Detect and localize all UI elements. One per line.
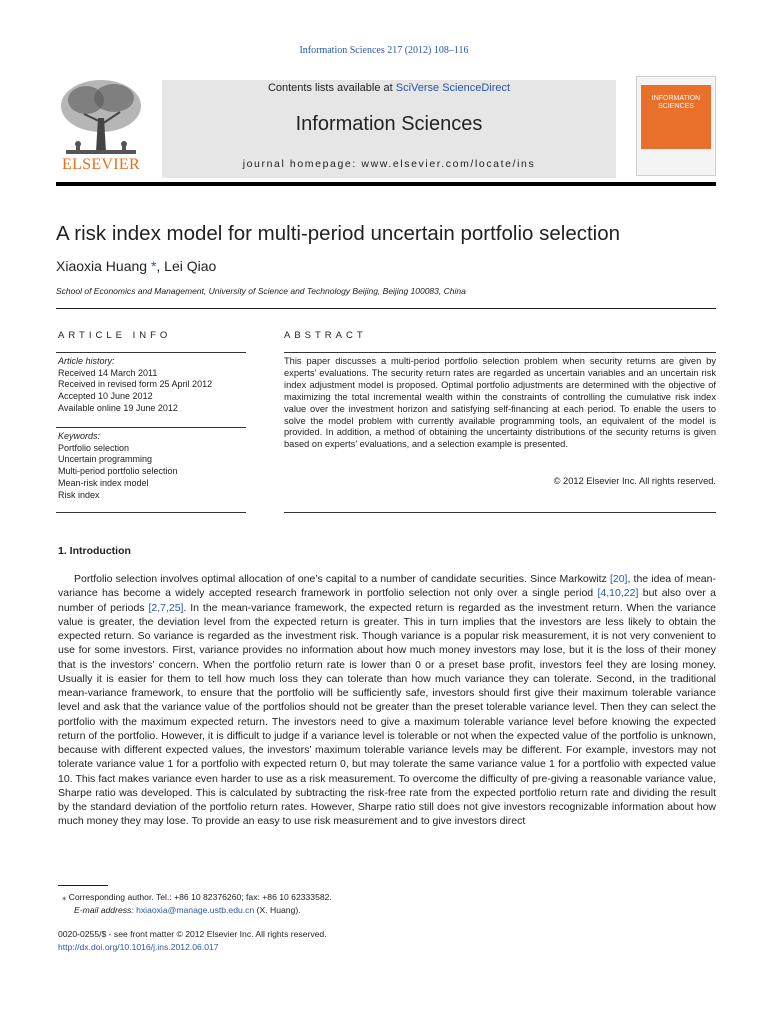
- history-revised: Received in revised form 25 April 2012: [58, 379, 213, 390]
- cover-title: INFORMATION SCIENCES: [651, 95, 701, 110]
- article-info-rule-top: [56, 352, 246, 353]
- article-info-heading: ARTICLE INFO: [58, 330, 172, 341]
- footnote-rule: [58, 885, 108, 886]
- abstract-heading: ABSTRACT: [284, 330, 367, 341]
- article-history: [58, 356, 244, 415]
- tree-icon: [56, 78, 146, 158]
- doi-link[interactable]: http://dx.doi.org/10.1016/j.ins.2012.06.017: [58, 941, 219, 952]
- journal-cover-image: [636, 76, 716, 176]
- contents-line: [162, 82, 616, 94]
- article-info-rule-bottom: [56, 512, 246, 513]
- abstract-copyright: © 2012 Elsevier Inc. All rights reserved.: [553, 476, 716, 486]
- keywords-label: Keywords:: [58, 431, 101, 441]
- footnote: [62, 891, 332, 916]
- footnote-contact: Corresponding author. Tel.: +86 10 82376260; fax: +86 10 62333582.: [66, 892, 332, 902]
- history-received: Received 14 March 2011: [58, 367, 158, 378]
- keyword-item: Portfolio selection: [58, 442, 130, 453]
- journal-title: Information Sciences: [295, 113, 483, 135]
- abstract-rule-top: [284, 352, 716, 353]
- section-heading-introduction: 1. Introduction: [58, 545, 131, 557]
- keyword-item: Uncertain programming: [58, 454, 153, 465]
- author-list: [56, 258, 216, 274]
- sciencedirect-link[interactable]: SciVerse ScienceDirect: [395, 82, 511, 94]
- contents-prefix: Contents lists available at: [267, 82, 396, 94]
- citation-link[interactable]: [20]: [609, 573, 628, 585]
- elsevier-wordmark: ELSEVIER: [62, 156, 140, 173]
- keywords: [58, 431, 244, 501]
- keyword-item: Multi-period portfolio selection: [58, 466, 178, 477]
- history-label: Article history:: [58, 356, 115, 366]
- citation-link[interactable]: [2,7,25]: [148, 601, 184, 614]
- author-qiao[interactable]: , Lei Qiao: [156, 258, 217, 274]
- article-info-rule-mid: [56, 427, 246, 428]
- intro-text: , the idea of mean-variance has become a widely accepted research framework in portfolio selection not only over a single period: [58, 573, 716, 600]
- intro-text: Portfolio selection involves optimal allocation of one’s capital to a number of candidate securities. Since Markowitz: [74, 573, 610, 585]
- citation-link[interactable]: [4,10,22]: [597, 587, 639, 600]
- keyword-item: Risk index: [58, 489, 100, 500]
- title-divider: [56, 308, 716, 309]
- author-huang[interactable]: Xiaoxia Huang: [56, 258, 148, 274]
- email-suffix: (X. Huang).: [254, 904, 301, 915]
- keyword-item: Mean-risk index model: [58, 477, 149, 488]
- front-matter: [58, 928, 327, 953]
- introduction-body: [58, 572, 716, 829]
- affiliation: School of Economics and Management, University of Science and Technology Beijing, Beijing 100083, China: [56, 286, 466, 296]
- history-accepted: Accepted 10 June 2012: [58, 391, 153, 402]
- intro-paragraph: [58, 572, 716, 829]
- history-online: Available online 19 June 2012: [58, 402, 178, 413]
- corresponding-author-marker[interactable]: *: [147, 258, 157, 274]
- footnote-star: ⁎: [62, 892, 67, 902]
- journal-reference[interactable]: Information Sciences 217 (2012) 108–116: [299, 45, 469, 56]
- paper-title: A risk index model for multi-period uncertain portfolio selection: [56, 222, 621, 245]
- intro-text: but also over a number of periods: [58, 587, 716, 614]
- email-link[interactable]: hxiaoxia@manage.ustb.edu.cn: [136, 904, 255, 915]
- issn-line: 0020-0255/$ - see front matter © 2012 Elsevier Inc. All rights reserved.: [58, 929, 327, 939]
- abstract-rule-bottom: [284, 512, 716, 513]
- footnote-email: [62, 904, 332, 917]
- intro-text: . In the mean-variance framework, the expected return is regarded as the investment return. When the variance value is greater, the deviation level from the expected return is greater. This in turn implies that the investors are less likely to obtain the expected return. So variance is regarded as the investment risk. Though variance is a popular risk measurement, it is not very convenient to use for some investors. First, variance provides no information about how much money investors may lose, but it is the loss of their money that is the investors’ concern. When the portfolio return rate is lower than 0 or a preset base profit, investors feel they are losing money. Usually it is easier for them to tell how much loss they can tolerate than how much variance they can tolerate. Second, in the traditional mean-variance framework, to ensure that the portfolio will be sufficiently safe, investors should first give their maximum tolerable variance level and ask that the variance value of the portfolios should not be greater than the preset tolerable variance level. Then they can select the portfolio with the maximum expected return. The investors need to give a maximum tolerable variance level before knowing the expected return of the portfolio. However, it is difficult to judge if a variance level is tolerable or not when the expected value of the portfolio is unknown, because with different expected values, the investors’ maximum tolerable variance levels may be different. For example, investors may not tolerate variance value 1 for a portfolio with expected return 0, but may tolerate the same variance value 1 for a portfolio with expected value 10. This fact makes variance even harder to use as a risk measurement. To overcome the difficulty of pre-giving a reasonable variance value, Sharpe ratio was developed. This is calculated by subtracting the risk-free rate from the expected portfolio return rate and dividing the result by the standard deviation of the portfolio return rates. However, Sharpe ratio still does not give investors recognizable information about how much money they may lose. To provide an easy to use risk measurement and to give investors direct: [58, 601, 716, 828]
- email-label: E-mail address:: [74, 904, 137, 915]
- header-divider: [56, 182, 716, 186]
- journal-homepage[interactable]: journal homepage: www.elsevier.com/locate/ins: [242, 158, 536, 170]
- footnote-corresponding: [62, 891, 332, 904]
- abstract-text: This paper discusses a multi-period portfolio selection problem when security returns are given by experts’ evaluations. The security return rates are regarded as uncertain variables and an uncertain risk index adjustment model is proposed. Optimal portfolio adjustments are determined with the objective of maximizing the total incremental wealth within the constraints of controlling the cumulative risk index value over the investment horizon and satisfying self-financing at each period. To enable the users to solve the model problem with currently available programming tools, an equivalent of the model is provided. In addition, a method of obtaining the uncertainty distributions of the security returns is given based on experts’ evaluations, and a selection example is presented.: [284, 356, 716, 450]
